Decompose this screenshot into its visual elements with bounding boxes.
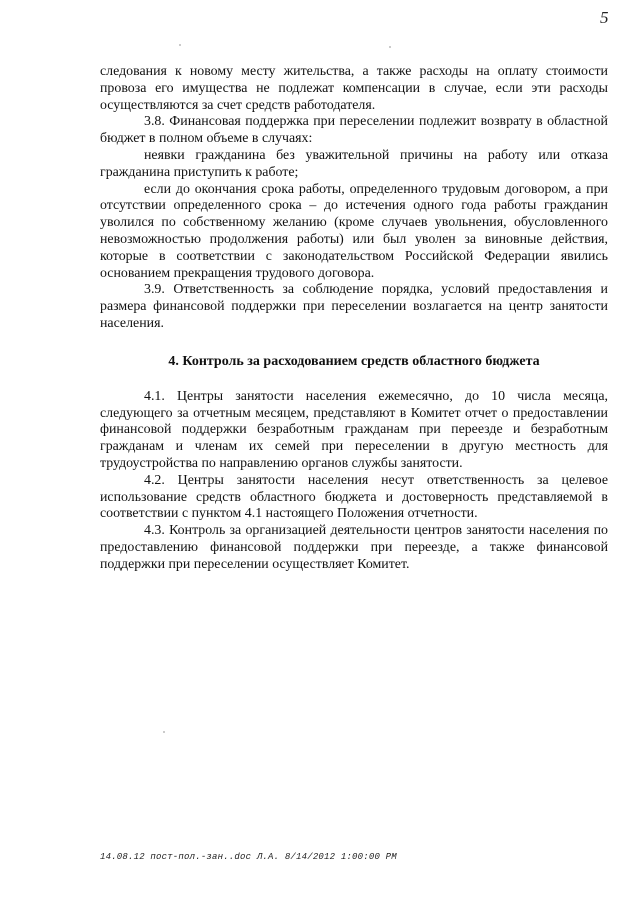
document-body <box>100 64 608 574</box>
paragraph: 3.8. Финансовая поддержка при переселении подлежит возврату в областной бюджет в полном объеме в случаях: <box>100 114 608 147</box>
scan-speck <box>163 731 165 733</box>
scan-speck <box>389 46 391 48</box>
paragraph: 3.9. Ответственность за соблюдение порядка, условий предоставления и размера финансовой поддержки при переселении возлагается на центр занятости населения. <box>100 282 608 331</box>
document-footer: 14.08.12 пост-пол.-зан..doc Л.А. 8/14/2012 1:00:00 PM <box>100 852 397 862</box>
paragraph: 4.1. Центры занятости населения ежемесячно, до 10 числа месяца, следующего за отчетным месяцем, представляют в Комитет отчет о предоставлении финансовой поддержки безработным гражданам при переезде и безработным гражданам и членам их семей при переселении в другую местность для трудоустройства по направлению органов службы занятости. <box>100 388 608 471</box>
scan-speck <box>179 44 181 46</box>
paragraph: 4.3. Контроль за организацией деятельности центров занятости населения по предоставлению финансовой поддержки при переезде, а также финансовой поддержки при переселении осуществляет Комитет. <box>100 523 608 572</box>
paragraph: следования к новому месту жительства, а также расходы на оплату стоимости провоза его имущества не подлежат компенсации в случае, если эти расходы осуществляются за счет средств работодателя. <box>100 64 608 113</box>
page-number: 5 <box>600 8 609 27</box>
section-heading: 4. Контроль за расходованием средств областного бюджета <box>168 353 540 369</box>
paragraph: 4.2. Центры занятости населения несут ответственность за целевое использование средств областного бюджета и достоверность представляемой в соответствии с пунктом 4.1 настоящего Положения отчетности. <box>100 472 608 522</box>
paragraph: если до окончания срока работы, определенного трудовым договором, а при отсутствии определенного срока – до истечения одного года работы гражданин уволился по собственному желанию (кроме случаев увольнения, обусловленного невозможностью продолжения работы) или был уволен за виновные действия, которые в соответствии с законодательством Российской Федерации явились основанием прекращения трудового договора. <box>100 181 608 281</box>
paragraph: неявки гражданина без уважительной причины на работу или отказа гражданина приступить к работе; <box>100 147 608 180</box>
